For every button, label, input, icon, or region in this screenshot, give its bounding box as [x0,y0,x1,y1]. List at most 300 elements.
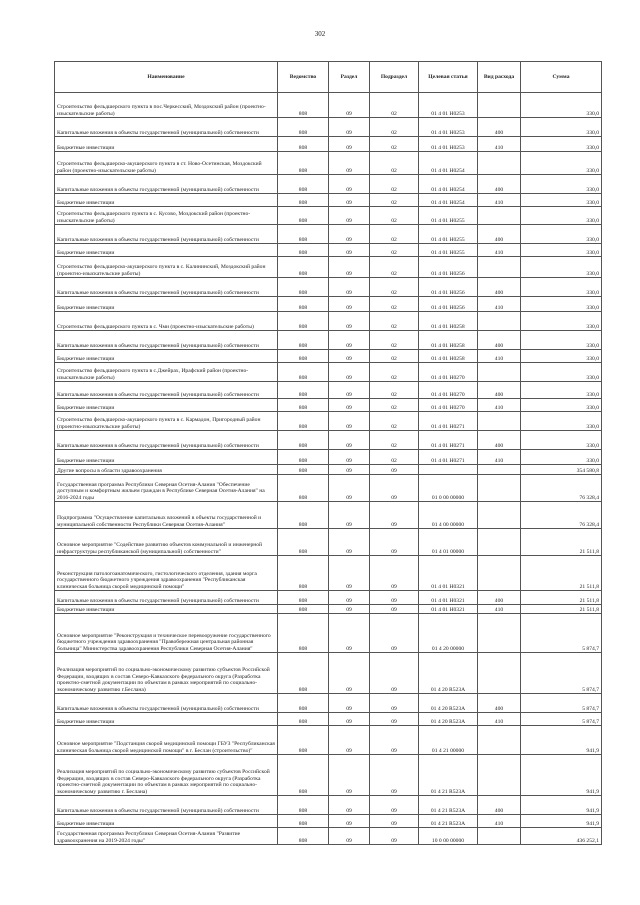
cell-amount: 330,0 [521,431,602,450]
cell-expense-type: 410 [478,713,521,726]
cell-amount: 330,0 [521,225,602,244]
cell-expense-type [478,93,521,118]
cell-section: 09 [329,93,370,118]
cell-amount: 354 580,8 [521,465,602,475]
cell-expense-type: 400 [478,382,521,399]
cell-target-item: 01 4 01 Н0253 [419,93,478,118]
cell-name: Бюджетные инвестиции [55,137,278,152]
cell-target-item: 01 4 00 00000 [419,502,478,529]
cell-amount: 5 874,7 [521,653,602,694]
cell-department: 808 [278,175,329,194]
cell-expense-type: 400 [478,118,521,137]
cell-subsection: 02 [370,93,419,118]
cell-name: Другие вопросы в области здравоохранения [55,465,278,475]
cell-name: Бюджетные инвестиции [55,350,278,363]
cell-section: 09 [329,465,370,475]
cell-section: 09 [329,502,370,529]
cell-subsection: 09 [370,653,419,694]
cell-target-item: 01 4 20 00000 [419,614,478,653]
cell-section: 09 [329,755,370,796]
cell-name: Основное мероприятие "Содействие развитию объектов коммунальной и инженерной инфраструктуры республиканской (муниципальной) собственности" [55,529,278,556]
cell-subsection: 09 [370,755,419,796]
cell-subsection: 02 [370,331,419,350]
cell-department: 808 [278,382,329,399]
cell-target-item: 01 4 01 Н0253 [419,137,478,152]
cell-section: 09 [329,363,370,382]
cell-name: Бюджетные инвестиции [55,399,278,412]
cell-name: Капитальные вложения в объекты государственной (муниципальной) собственности [55,431,278,450]
cell-name: Строительство фельдшерско-акушерского пункта в ст. Ново-Осетинская, Моздокский район (проектно-изыскательские работы) [55,152,278,175]
cell-section: 09 [329,605,370,614]
cell-amount: 330,0 [521,278,602,297]
cell-name: Строительство фельдшерско-акушерского пункта в с. Кармадон, Пригородный район (проектно-изыскательские работы) [55,412,278,431]
cell-expense-type [478,828,521,845]
cell-target-item: 10 0 00 00000 [419,828,478,845]
cell-section: 09 [329,175,370,194]
cell-target-item: 01 4 01 Н0256 [419,257,478,278]
cell-section: 09 [329,815,370,828]
cell-name: Строительство фельдшерского пункта в с.Джейрах, Ирафский район (проектно-изыскательские работы) [55,363,278,382]
cell-target-item: 01 4 01 Н0321 [419,591,478,605]
cell-section: 09 [329,796,370,815]
table-row [55,614,602,653]
cell-subsection: 02 [370,278,419,297]
cell-expense-type: 410 [478,350,521,363]
table-body [55,93,602,845]
cell-amount: 5 874,7 [521,713,602,726]
cell-section: 09 [329,828,370,845]
cell-target-item [419,465,478,475]
cell-name: Строительство фельдшерского пункта в с. Чми (проектно-изыскательские работы) [55,312,278,331]
cell-expense-type [478,257,521,278]
cell-expense-type [478,207,521,225]
cell-subsection: 09 [370,605,419,614]
cell-department: 808 [278,502,329,529]
cell-amount: 436 252,1 [521,828,602,845]
cell-department: 808 [278,815,329,828]
cell-expense-type: 410 [478,399,521,412]
cell-amount: 76 328,4 [521,502,602,529]
page-number: 302 [314,30,326,38]
table-row [55,653,602,694]
cell-amount: 21 511,8 [521,591,602,605]
cell-target-item: 01 4 20 R523A [419,653,478,694]
cell-subsection: 02 [370,225,419,244]
cell-subsection: 02 [370,450,419,465]
cell-expense-type [478,726,521,755]
cell-department: 808 [278,529,329,556]
cell-amount: 330,0 [521,412,602,431]
cell-expense-type [478,363,521,382]
cell-subsection: 09 [370,726,419,755]
cell-name: Капитальные вложения в объекты государственной (муниципальной) собственности [55,591,278,605]
cell-department: 808 [278,412,329,431]
budget-table [54,61,602,845]
cell-amount: 941,9 [521,796,602,815]
cell-department: 808 [278,614,329,653]
cell-amount: 21 511,8 [521,556,602,591]
cell-target-item: 01 4 20 R523A [419,694,478,713]
cell-subsection: 09 [370,828,419,845]
cell-target-item: 01 4 01 00000 [419,529,478,556]
cell-department: 808 [278,465,329,475]
cell-subsection: 02 [370,244,419,257]
cell-target-item: 01 4 01 Н0270 [419,363,478,382]
cell-expense-type [478,502,521,529]
cell-expense-type: 410 [478,194,521,207]
cell-department: 808 [278,118,329,137]
cell-section: 09 [329,653,370,694]
table-row [55,529,602,556]
cell-name: Государственная программа Республики Северная Осетия-Алания "Обеспечение доступным и комфортным жильем граждан в Республике Северная Осетия-Алания" на 2016-2024 годы [55,475,278,502]
cell-target-item: 01 4 01 Н0255 [419,207,478,225]
cell-department: 808 [278,194,329,207]
cell-section: 09 [329,278,370,297]
cell-subsection: 02 [370,382,419,399]
cell-target-item: 01 4 21 R523A [419,815,478,828]
cell-amount: 330,0 [521,297,602,312]
cell-amount: 941,9 [521,755,602,796]
cell-target-item: 01 4 01 Н0271 [419,431,478,450]
cell-name: Бюджетные инвестиции [55,450,278,465]
table-row [55,175,602,194]
cell-expense-type: 400 [478,225,521,244]
cell-name: Строительство фельдшерского пункта в с. Кусово, Моздокский район (проектно-изыскательские работы) [55,207,278,225]
cell-amount: 941,9 [521,726,602,755]
cell-expense-type: 400 [478,431,521,450]
table-row [55,257,602,278]
header-expense-type: Вид расхода [478,62,521,93]
table-row [55,118,602,137]
cell-amount: 330,0 [521,137,602,152]
cell-section: 09 [329,412,370,431]
cell-name: Основное мероприятие "Реконструкция и техническое перевооружение государственного бюджетного учреждения здравоохранения "Правобережная центральная районная больница" Министерства здравоохранения Республики Северная Осетия-Алания" [55,614,278,653]
table-row [55,350,602,363]
table-header-row [55,62,602,93]
cell-amount: 330,0 [521,244,602,257]
table-row [55,399,602,412]
cell-department: 808 [278,363,329,382]
cell-subsection: 02 [370,194,419,207]
cell-section: 09 [329,297,370,312]
cell-target-item: 01 4 21 R523A [419,796,478,815]
cell-subsection: 02 [370,431,419,450]
cell-target-item: 01 4 21 00000 [419,726,478,755]
cell-target-item: 01 4 01 Н0321 [419,605,478,614]
cell-expense-type: 410 [478,137,521,152]
cell-target-item: 01 4 01 Н0271 [419,450,478,465]
cell-department: 808 [278,694,329,713]
cell-department: 808 [278,350,329,363]
cell-section: 09 [329,350,370,363]
cell-department: 808 [278,431,329,450]
table-row [55,312,602,331]
cell-department: 808 [278,450,329,465]
cell-section: 09 [329,312,370,331]
cell-subsection: 09 [370,796,419,815]
cell-target-item: 01 4 01 Н0271 [419,412,478,431]
table-row [55,815,602,828]
cell-amount: 330,0 [521,194,602,207]
cell-subsection: 02 [370,350,419,363]
cell-target-item: 01 4 01 Н0253 [419,118,478,137]
table-row [55,502,602,529]
cell-name: Бюджетные инвестиции [55,297,278,312]
cell-section: 09 [329,152,370,175]
cell-department: 808 [278,726,329,755]
cell-subsection: 09 [370,614,419,653]
cell-subsection: 09 [370,591,419,605]
cell-subsection: 09 [370,502,419,529]
cell-subsection: 02 [370,257,419,278]
header-section: Раздел [329,62,370,93]
cell-expense-type: 410 [478,244,521,257]
cell-section: 09 [329,207,370,225]
table-row [55,694,602,713]
table-row [55,556,602,591]
cell-subsection: 02 [370,399,419,412]
cell-subsection: 02 [370,297,419,312]
cell-name: Реализация мероприятий по социально-экономическому развитию субъектов Российской Федерации, входящих в состав Северо-Кавказского федерального округа (Разработка проектно-сметной документации по объектам в рамках мероприятий по социально-экономическому развитию г.Беслана) [55,653,278,694]
cell-section: 09 [329,475,370,502]
cell-subsection: 09 [370,694,419,713]
cell-expense-type [478,152,521,175]
cell-amount: 330,0 [521,207,602,225]
table-row [55,713,602,726]
cell-department: 808 [278,244,329,257]
cell-section: 09 [329,556,370,591]
table-row [55,450,602,465]
cell-target-item: 01 4 01 Н0270 [419,399,478,412]
cell-target-item: 01 4 01 Н0258 [419,312,478,331]
cell-target-item: 01 4 01 Н0256 [419,297,478,312]
table-row [55,297,602,312]
cell-department: 808 [278,257,329,278]
cell-subsection: 02 [370,137,419,152]
table-row [55,726,602,755]
cell-name: Подпрограмма "Осуществление капитальных вложений в объекты государственной и муниципальной собственности Республики Северная Осетия-Алания" [55,502,278,529]
cell-target-item: 01 4 01 Н0258 [419,350,478,363]
header-subsection: Подраздел [370,62,419,93]
cell-section: 09 [329,694,370,713]
header-department: Ведомство [278,62,329,93]
cell-subsection: 09 [370,475,419,502]
cell-amount: 330,0 [521,152,602,175]
cell-section: 09 [329,399,370,412]
cell-expense-type [478,755,521,796]
cell-target-item: 01 4 20 R523A [419,713,478,726]
cell-name: Реконструкция патологоанатомического, гистологического отделения, здания морга государственного бюджетного учреждения здравоохранения "Республиканская клиническая больница скорой медицинской помощи" [55,556,278,591]
table-row [55,278,602,297]
cell-expense-type [478,412,521,431]
cell-expense-type [478,475,521,502]
cell-target-item: 01 4 01 Н0270 [419,382,478,399]
cell-target-item: 01 4 01 Н0254 [419,152,478,175]
cell-amount: 330,0 [521,382,602,399]
cell-department: 808 [278,653,329,694]
cell-name: Бюджетные инвестиции [55,815,278,828]
cell-section: 09 [329,225,370,244]
cell-target-item: 01 4 01 Н0256 [419,278,478,297]
table-row [55,194,602,207]
cell-expense-type [478,312,521,331]
cell-section: 09 [329,450,370,465]
cell-name: Основное мероприятие "Подстанция скорой медицинской помощи ГБУЗ "Республиканская клиническая больница скорой медицинской помощи" в г. Беслан (строительство)" [55,726,278,755]
table-row [55,755,602,796]
cell-amount: 330,0 [521,312,602,331]
cell-section: 09 [329,529,370,556]
cell-subsection: 02 [370,412,419,431]
cell-target-item: 01 4 01 Н0321 [419,556,478,591]
cell-section: 09 [329,331,370,350]
table-row [55,225,602,244]
table-row [55,152,602,175]
cell-expense-type [478,653,521,694]
header-amount: Сумма [521,62,602,93]
table-row [55,475,602,502]
cell-department: 808 [278,207,329,225]
table-row [55,591,602,605]
cell-department: 808 [278,152,329,175]
cell-section: 09 [329,614,370,653]
cell-subsection: 09 [370,465,419,475]
cell-amount: 76 328,4 [521,475,602,502]
cell-department: 808 [278,605,329,614]
cell-amount: 330,0 [521,175,602,194]
cell-amount: 330,0 [521,399,602,412]
cell-amount: 5 874,7 [521,694,602,713]
cell-department: 808 [278,828,329,845]
cell-amount: 21 511,8 [521,605,602,614]
cell-expense-type: 400 [478,694,521,713]
cell-expense-type: 410 [478,605,521,614]
cell-department: 808 [278,312,329,331]
table-row [55,431,602,450]
cell-amount: 330,0 [521,350,602,363]
table-row [55,828,602,845]
cell-name: Капитальные вложения в объекты государственной (муниципальной) собственности [55,694,278,713]
cell-name: Строительство фельдшерского пункта в пос.Черкесский, Моздокский район (проектно-изыскательские работы) [55,93,278,118]
cell-expense-type [478,465,521,475]
cell-department: 808 [278,297,329,312]
cell-expense-type: 410 [478,815,521,828]
cell-section: 09 [329,244,370,257]
cell-subsection: 02 [370,207,419,225]
table-row [55,137,602,152]
cell-amount: 330,0 [521,257,602,278]
cell-department: 808 [278,225,329,244]
table-row [55,605,602,614]
cell-subsection: 02 [370,175,419,194]
cell-department: 808 [278,591,329,605]
cell-expense-type: 400 [478,278,521,297]
cell-amount: 330,0 [521,118,602,137]
cell-name: Капитальные вложения в объекты государственной (муниципальной) собственности [55,278,278,297]
cell-expense-type: 400 [478,175,521,194]
cell-name: Капитальные вложения в объекты государственной (муниципальной) собственности [55,225,278,244]
cell-amount: 330,0 [521,331,602,350]
cell-section: 09 [329,257,370,278]
cell-section: 09 [329,382,370,399]
cell-subsection: 02 [370,312,419,331]
cell-department: 808 [278,278,329,297]
cell-section: 09 [329,137,370,152]
cell-amount: 941,9 [521,815,602,828]
cell-expense-type: 400 [478,591,521,605]
cell-target-item: 01 4 21 R523A [419,755,478,796]
cell-section: 09 [329,591,370,605]
cell-name: Бюджетные инвестиции [55,194,278,207]
cell-name: Капитальные вложения в объекты государственной (муниципальной) собственности [55,331,278,350]
cell-name: Государственная программа Республики Северная Осетия-Алания "Развитие здравоохранения на 2019-2024 годы" [55,828,278,845]
cell-target-item: 01 4 01 Н0254 [419,175,478,194]
cell-department: 808 [278,713,329,726]
cell-name: Реализация мероприятий по социально-экономическому развитию субъектов Российской Федерации, входящих в состав Северо-Кавказского федерального округа (Разработка проектно-сметной документации по объектам в рамках мероприятий по социально-экономическому развитию г. Беслана) [55,755,278,796]
cell-target-item: 01 4 01 Н0254 [419,194,478,207]
cell-department: 808 [278,93,329,118]
table-row [55,207,602,225]
cell-subsection: 02 [370,152,419,175]
cell-expense-type: 410 [478,450,521,465]
cell-subsection: 09 [370,713,419,726]
cell-department: 808 [278,556,329,591]
cell-name: Бюджетные инвестиции [55,713,278,726]
cell-amount: 21 511,8 [521,529,602,556]
cell-target-item: 01 4 01 Н0255 [419,244,478,257]
cell-subsection: 09 [370,529,419,556]
cell-amount: 5 874,7 [521,614,602,653]
cell-target-item: 01 0 00 00000 [419,475,478,502]
cell-target-item: 01 4 01 Н0255 [419,225,478,244]
cell-department: 808 [278,331,329,350]
cell-expense-type: 400 [478,796,521,815]
table-row [55,382,602,399]
table-row [55,244,602,257]
cell-department: 808 [278,399,329,412]
table-row [55,93,602,118]
cell-section: 09 [329,118,370,137]
cell-expense-type: 400 [478,331,521,350]
table-row [55,363,602,382]
table-row [55,465,602,475]
cell-name: Капитальные вложения в объекты государственной (муниципальной) собственности [55,118,278,137]
cell-expense-type [478,556,521,591]
cell-name: Бюджетные инвестиции [55,605,278,614]
cell-name: Строительство фельдшерско-акушерского пункта в с. Калининский, Моздокский район (проектно-изыскательские работы) [55,257,278,278]
cell-amount: 330,0 [521,93,602,118]
cell-name: Капитальные вложения в объекты государственной (муниципальной) собственности [55,796,278,815]
cell-department: 808 [278,475,329,502]
header-name: Наименование [55,62,278,93]
cell-amount: 330,0 [521,450,602,465]
header-target-item: Целевая статья [419,62,478,93]
cell-target-item: 01 4 01 Н0258 [419,331,478,350]
cell-amount: 330,0 [521,363,602,382]
cell-name: Капитальные вложения в объекты государственной (муниципальной) собственности [55,382,278,399]
cell-subsection: 02 [370,118,419,137]
cell-department: 808 [278,755,329,796]
cell-department: 808 [278,796,329,815]
cell-name: Бюджетные инвестиции [55,244,278,257]
cell-section: 09 [329,194,370,207]
cell-section: 09 [329,713,370,726]
cell-expense-type [478,614,521,653]
cell-name: Капитальные вложения в объекты государственной (муниципальной) собственности [55,175,278,194]
cell-section: 09 [329,726,370,755]
cell-subsection: 02 [370,363,419,382]
cell-expense-type: 410 [478,297,521,312]
cell-section: 09 [329,431,370,450]
